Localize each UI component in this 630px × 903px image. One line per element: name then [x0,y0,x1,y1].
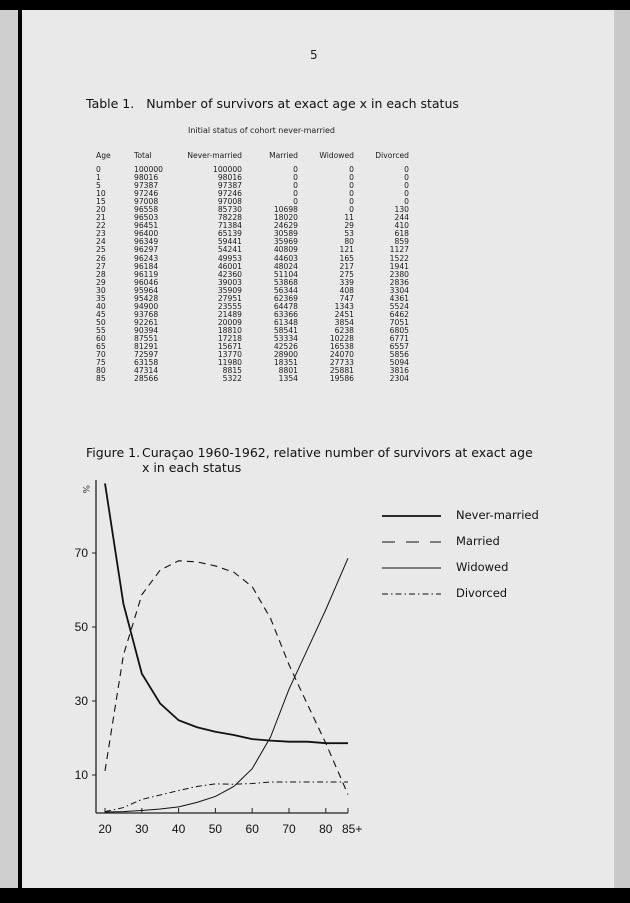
y-tick-label: 70 [74,546,88,560]
table-title-text: Number of survivors at exact age x in each status [146,96,459,111]
table-cell: 1354 [278,374,298,384]
table-cell: 96119 [134,269,159,279]
table-cell: 58541 [273,325,298,335]
table-cell: 35 [96,293,106,303]
table-cell: 6805 [389,325,409,335]
table-cell: 96400 [134,229,159,239]
table-cell: 93768 [134,309,159,319]
table-cell: 6557 [389,342,409,352]
page-number: 5 [310,48,318,62]
y-tick-label: 50 [74,620,88,634]
table-cell: 18020 [273,213,298,223]
x-tick-label: 30 [135,822,149,836]
table-subtitle: Initial status of cohort never-married [188,126,335,135]
table-cell: 5094 [389,358,409,368]
table-cell: 29 [96,277,106,287]
series-line-never-married [105,483,348,743]
table-cell: 0 [349,165,354,174]
figure-title-text: Curaçao 1960-1962, relative number of survivors at exact age x in each status [142,445,533,475]
table-cell: 50 [96,317,106,327]
table-cell: 56344 [273,285,298,295]
table-cell: 35909 [217,285,242,295]
table-cell: 97008 [217,197,242,207]
table-cell: 97387 [134,181,159,191]
table-cell: 0 [404,181,409,191]
table-cell: 859 [394,237,409,247]
table-cell: 244 [394,213,409,223]
table-cell: 0 [404,173,409,183]
table-cell: 97387 [217,181,242,191]
column-header: Total [134,151,152,160]
table-cell: 78228 [217,213,242,223]
y-axis-label: % [80,485,90,494]
table-cell: 96297 [134,245,159,255]
x-tick-label: 60 [245,822,259,836]
table-cell: 217 [339,261,354,271]
table-cell: 24070 [329,350,354,360]
table-cell: 15 [96,197,106,207]
table-cell: 21489 [217,309,242,319]
table-cell: 24 [96,237,106,247]
table-cell: 96349 [134,237,159,247]
table-cell: 0 [293,165,298,174]
y-tick-label: 10 [74,768,88,782]
table-cell: 100000 [213,165,242,174]
table-cell: 97246 [134,189,159,199]
table-cell: 165 [339,253,354,263]
table-cell: 27733 [329,358,354,368]
table-cell: 747 [339,293,354,303]
table-cell: 0 [349,197,354,207]
table-cell: 96503 [134,213,159,223]
x-tick-label: 40 [171,822,186,836]
table-cell: 10228 [329,333,354,343]
x-tick-label: 20 [98,822,112,836]
table-cell: 47314 [134,366,159,376]
table-cell: 0 [404,197,409,207]
table-cell: 20 [96,205,106,215]
table-cell: 96046 [134,277,159,287]
table-cell: 85730 [217,205,242,215]
table-cell: 95428 [134,293,159,303]
figure-label: Figure 1. [86,445,141,460]
table-cell: 53 [344,229,354,239]
table-cell: 121 [339,245,354,255]
table-cell: 18810 [217,325,242,335]
table-cell: 275 [339,269,354,279]
table-cell: 1127 [389,245,409,255]
x-tick-label: 70 [282,822,296,836]
table-cell: 46001 [217,261,242,271]
column-header: Widowed [319,151,354,160]
table-cell: 48024 [273,261,298,271]
table-cell: 7051 [389,317,409,327]
table-cell: 26 [96,253,106,263]
x-tick-label: 85+ [342,822,363,836]
table-cell: 94900 [134,301,159,311]
table-cell: 3854 [334,317,354,327]
table-cell: 618 [394,229,409,239]
series-line-married [105,561,348,795]
table-cell: 53868 [273,277,298,287]
table-cell: 21 [96,213,106,223]
table-cell: 5322 [222,374,242,384]
table-cell: 410 [394,221,409,231]
table-cell: 35969 [273,237,298,247]
table-cell: 72597 [134,350,159,360]
table-cell: 15671 [217,342,242,352]
table-cell: 16538 [329,342,354,352]
table-cell: 61348 [273,317,298,327]
table-cell: 3304 [389,285,409,295]
table-cell: 64478 [273,301,298,311]
table-cell: 80 [344,237,354,247]
legend-label: Divorced [456,586,508,600]
table-cell: 408 [339,285,354,295]
column-header: Divorced [375,151,409,160]
table-cell: 2304 [389,374,409,384]
table-cell: 44603 [273,253,298,263]
table-cell: 20009 [217,317,242,327]
table-cell: 1 [96,173,101,183]
y-tick-label: 30 [74,694,88,708]
table-cell: 11980 [217,358,242,368]
table-cell: 10 [96,189,106,199]
table-cell: 10698 [273,205,298,215]
table-cell: 0 [293,189,298,199]
legend-label: Widowed [456,560,509,574]
table-cell: 27 [96,261,106,271]
table-cell: 49953 [217,253,242,263]
table-cell: 80 [96,366,106,376]
table-cell: 54241 [217,245,242,255]
table-cell: 18351 [273,358,298,368]
table-cell: 98016 [134,173,159,183]
table-cell: 25 [96,245,106,255]
table-cell: 30589 [273,229,298,239]
table-cell: 87551 [134,333,159,343]
table-cell: 63366 [273,309,298,319]
table-cell: 0 [293,181,298,191]
table-cell: 28 [96,269,106,279]
table-cell: 96243 [134,253,159,263]
table-cell: 2380 [389,269,409,279]
table-cell: 75 [96,358,106,368]
table-cell: 65 [96,342,106,352]
table-cell: 1941 [389,261,409,271]
table-cell: 85 [96,374,106,384]
series-line-divorced [105,782,348,812]
table-cell: 6462 [389,309,409,319]
table-cell: 63158 [134,358,159,368]
column-header: Married [269,151,298,160]
table-cell: 30 [96,285,106,295]
table-cell: 40 [96,301,106,311]
table-cell: 95964 [134,285,159,295]
table-cell: 25881 [329,366,354,376]
table-cell: 28900 [273,350,298,360]
table-cell: 8801 [278,366,298,376]
table-cell: 28566 [134,374,159,384]
table-cell: 55 [96,325,106,335]
table-cell: 6238 [334,325,354,335]
table-cell: 96451 [134,221,159,231]
legend-label: Married [456,534,500,548]
table-cell: 100000 [134,165,163,174]
table-cell: 5524 [389,301,409,311]
table-label: Table 1. [86,96,135,111]
table-cell: 0 [404,189,409,199]
column-header: Never-married [187,151,242,160]
table-cell: 59441 [217,237,242,247]
table-cell: 60 [96,333,106,343]
table-cell: 51104 [273,269,298,279]
table-cell: 2836 [389,277,409,287]
x-tick-label: 80 [319,822,333,836]
table-cell: 11 [344,213,354,223]
table-cell: 13770 [217,350,242,360]
table-cell: 42526 [273,342,298,352]
table-cell: 1522 [389,253,409,263]
table-cell: 29 [344,221,354,231]
table-cell: 96184 [134,261,159,271]
table-cell: 40809 [273,245,298,255]
table-cell: 6771 [389,333,409,343]
table-cell: 70 [96,350,106,360]
table-cell: 19586 [329,374,354,384]
table-cell: 45 [96,309,106,319]
table-cell: 23555 [217,301,242,311]
legend-label: Never-married [456,508,539,522]
table-cell: 71384 [217,221,242,231]
table-cell: 130 [394,205,409,215]
table-cell: 97246 [217,189,242,199]
table-cell: 5856 [389,350,409,360]
table-cell: 17218 [217,333,242,343]
table-cell: 3816 [389,366,409,376]
table-cell: 8815 [222,366,242,376]
table-cell: 97008 [134,197,159,207]
column-header: Age [96,151,111,160]
table-cell: 22 [96,221,106,231]
table-cell: 42360 [217,269,242,279]
table-cell: 53334 [273,333,298,343]
table-cell: 0 [349,189,354,199]
table-cell: 4361 [389,293,409,303]
table-cell: 90394 [134,325,159,335]
table-cell: 2451 [334,309,354,319]
table-cell: 0 [293,173,298,183]
table-cell: 96558 [134,205,159,215]
table-cell: 0 [404,165,409,174]
table-cell: 0 [349,205,354,215]
table-cell: 0 [349,181,354,191]
table-cell: 92261 [134,317,159,327]
series-line-widowed [105,558,348,812]
table-cell: 65139 [217,229,242,239]
table-cell: 0 [349,173,354,183]
table-cell: 27951 [217,293,242,303]
table-cell: 0 [96,165,101,174]
x-tick-label: 50 [208,822,223,836]
table-cell: 62369 [273,293,298,303]
table-cell: 39003 [217,277,242,287]
table-cell: 0 [293,197,298,207]
table-cell: 98016 [217,173,242,183]
table-cell: 81291 [134,342,159,352]
table-cell: 339 [339,277,354,287]
table-cell: 24629 [273,221,298,231]
table-cell: 1343 [334,301,354,311]
table-cell: 23 [96,229,106,239]
table-cell: 5 [96,181,101,191]
